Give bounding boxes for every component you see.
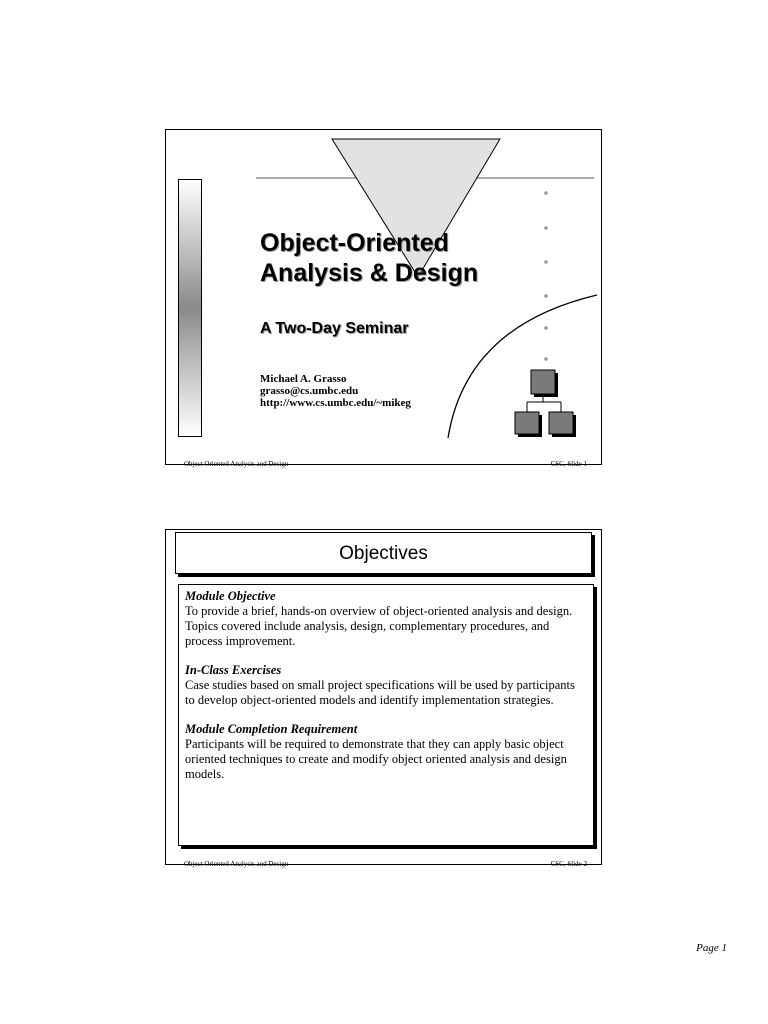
bullet-dot <box>544 260 548 264</box>
footer-right: CSC, Slide 1 <box>550 460 587 468</box>
bullet-dot <box>544 226 548 230</box>
section-heading: Module Completion Requirement <box>185 722 358 736</box>
bullet-dot <box>544 326 548 330</box>
author-email: grasso@cs.umbc.edu <box>260 385 359 397</box>
bullet-dot <box>544 191 548 195</box>
section-text: To provide a brief, hands-on overview of object-oriented analysis and design. Topics covered include analysis, design, complementary procedures, and process improvement. <box>185 604 573 648</box>
author-name: Michael A. Grasso <box>260 373 347 385</box>
objectives-title: Objectives <box>175 532 592 574</box>
section-in-class-exercises <box>185 663 587 708</box>
slide-2 <box>165 529 602 868</box>
section-text: Case studies based on small project specifications will be used by participants to develop object-oriented models and identify implementation strategies. <box>185 678 575 707</box>
page-number: Page 1 <box>696 942 727 954</box>
section-module-objective <box>185 589 587 649</box>
slide-1 <box>165 129 602 468</box>
slide-1-subtitle: A Two-Day Seminar <box>260 320 409 337</box>
footer-left: Object Oriented Analysis and Design <box>184 860 289 868</box>
footer-right: CSC, Slide 2 <box>550 860 587 868</box>
section-heading: Module Objective <box>185 589 276 603</box>
title-line-1: Object-Oriented <box>260 229 449 257</box>
title-line-2: Analysis & Design <box>260 259 479 287</box>
author-block <box>260 373 411 409</box>
section-completion-requirement <box>185 722 587 782</box>
footer-left: Object Oriented Analysis and Design <box>184 460 289 468</box>
hierarchy-icon <box>515 370 576 437</box>
slide-1-title <box>260 228 478 288</box>
author-url: http://www.cs.umbc.edu/~mikeg <box>260 397 411 409</box>
objectives-body <box>178 584 594 846</box>
slide-1-decoration <box>166 130 603 466</box>
bullet-dot <box>544 357 548 361</box>
section-heading: In-Class Exercises <box>185 663 282 677</box>
section-text: Participants will be required to demonstrate that they can apply basic object oriented techniques to create and modify object oriented analysis and design models. <box>185 737 567 781</box>
bullet-dot <box>544 294 548 298</box>
